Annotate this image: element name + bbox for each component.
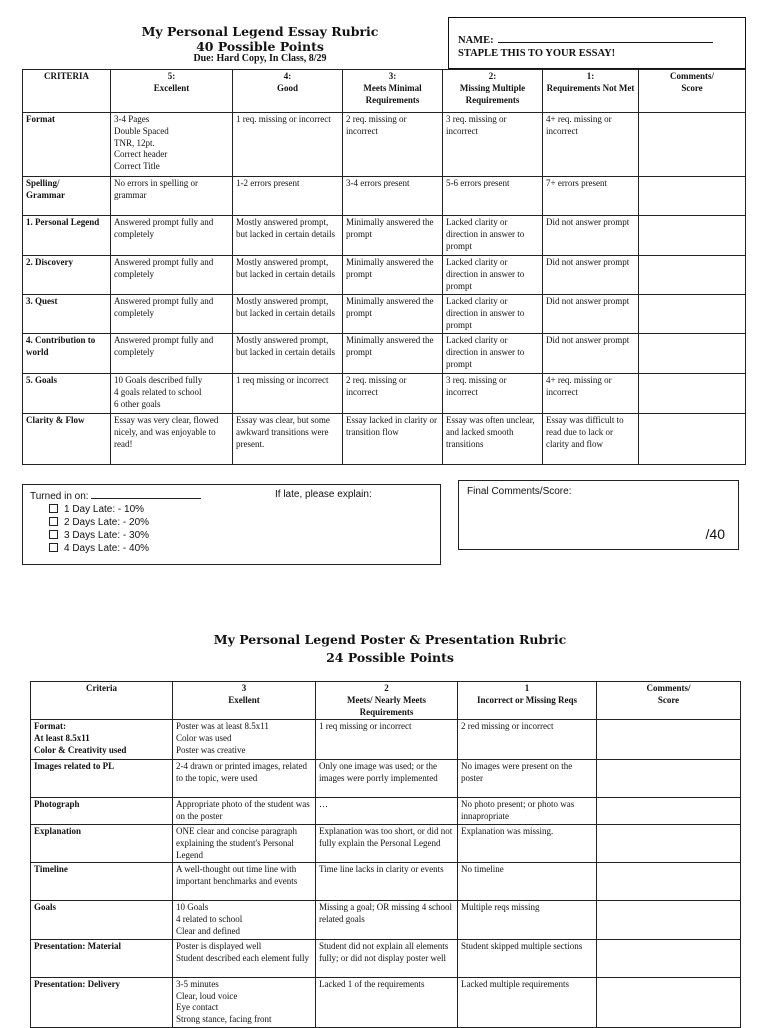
table-row (23, 414, 746, 465)
table-row (31, 720, 741, 760)
table-row (31, 824, 741, 862)
rubric-cell: Explanation was too short, or did not fully explain the Personal Legend (316, 824, 458, 862)
staple-notice: STAPLE THIS TO YOUR ESSAY! (458, 48, 616, 59)
checkbox-icon[interactable] (49, 517, 58, 526)
late-options (49, 503, 149, 555)
header-2-missing-multiple: 2: Missing Multiple Requirements (443, 70, 543, 113)
criteria-cell: 3. Quest (23, 295, 111, 334)
score-cell[interactable] (639, 256, 746, 295)
name-label: NAME: (458, 35, 494, 46)
score-cell[interactable] (597, 720, 741, 760)
rubric-cell: 2-4 drawn or printed images, related to the topic, were used (173, 760, 316, 798)
criteria-cell: 1. Personal Legend (23, 216, 111, 256)
late-option-label: 1 Day Late: - 10% (64, 504, 145, 515)
rubric-cell: A well-thought out time line with important benchmarks and events (173, 863, 316, 901)
poster-rubric-subtitle: 24 Possible Points (326, 650, 454, 665)
header-2-meets: 2 Meets/ Nearly Meets Requirements (316, 682, 458, 720)
criteria-cell: Presentation: Material (31, 939, 173, 977)
table-row (23, 374, 746, 414)
table-row (23, 216, 746, 256)
rubric-cell: Essay was clear, but some awkward transitions were present. (233, 414, 343, 465)
header-1-incorrect: 1 Incorrect or Missing Reqs (458, 682, 597, 720)
table-row (23, 256, 746, 295)
criteria-cell: Photograph (31, 798, 173, 825)
rubric-cell: 5-6 errors present (443, 177, 543, 216)
rubric-cell: Student skipped multiple sections (458, 939, 597, 977)
rubric-cell: 1-2 errors present (233, 177, 343, 216)
header-1-not-met: 1: Requirements Not Met (543, 70, 639, 113)
late-option-label: 3 Days Late: - 30% (64, 530, 150, 541)
late-option[interactable] (49, 516, 149, 529)
score-cell[interactable] (639, 334, 746, 374)
rubric-cell: Did not answer prompt (543, 256, 639, 295)
table-row (23, 295, 746, 334)
rubric-cell: Essay was very clear, flowed nicely, and was enjoyable to read! (111, 414, 233, 465)
rubric-cell: Answered prompt fully and completely (111, 295, 233, 334)
rubric-cell: Lacked clarity or direction in answer to prompt (443, 334, 543, 374)
rubric-cell: 3 req. missing or incorrect (443, 374, 543, 414)
rubric-cell: Mostly answered prompt, but lacked in certain details (233, 334, 343, 374)
rubric-cell: 10 Goals described fully 4 goals related to school 6 other goals (111, 374, 233, 414)
rubric-cell: … (316, 798, 458, 825)
score-cell[interactable] (597, 901, 741, 939)
table-row (31, 939, 741, 977)
rubric-cell: Poster was at least 8.5x11 Color was used Poster was creative (173, 720, 316, 760)
essay-due-date: Due: Hard Copy, In Class, 8/29 (193, 53, 327, 64)
rubric-cell: 3-4 Pages Double Spaced TNR, 12pt. Correct header Correct Title (111, 113, 233, 177)
score-cell[interactable] (639, 177, 746, 216)
rubric-cell: Lacked clarity or direction in answer to prompt (443, 256, 543, 295)
criteria-cell: Spelling/ Grammar (23, 177, 111, 216)
final-comments-label: Final Comments/Score: (467, 486, 572, 497)
score-cell[interactable] (597, 977, 741, 1027)
late-option-label: 4 Days Late: - 40% (64, 543, 150, 554)
rubric-cell: Essay lacked in clarity or transition flow (343, 414, 443, 465)
rubric-cell: 4+ req. missing or incorrect (543, 374, 639, 414)
header-4-good: 4: Good (233, 70, 343, 113)
header-5-excellent: 5: Excellent (111, 70, 233, 113)
poster-rubric-table (30, 681, 741, 1028)
essay-header-row (23, 70, 746, 113)
table-row (31, 977, 741, 1027)
turned-in-line[interactable] (91, 489, 201, 499)
rubric-cell: Mostly answered prompt, but lacked in certain details (233, 256, 343, 295)
table-row (23, 113, 746, 177)
rubric-cell: Answered prompt fully and completely (111, 334, 233, 374)
rubric-cell: Student did not explain all elements fully; or did not display poster well (316, 939, 458, 977)
rubric-cell: Explanation was missing. (458, 824, 597, 862)
turned-in-field (30, 489, 201, 502)
rubric-cell: ONE clear and concise paragraph explaining the student's Personal Legend (173, 824, 316, 862)
rubric-cell: Mostly answered prompt, but lacked in certain details (233, 295, 343, 334)
rubric-cell: Appropriate photo of the student was on the poster (173, 798, 316, 825)
rubric-cell: Essay was difficult to read due to lack or clarity and flow (543, 414, 639, 465)
header-3-minimal: 3: Meets Minimal Requirements (343, 70, 443, 113)
table-row (23, 177, 746, 216)
rubric-cell: Time line lacks in clarity or events (316, 863, 458, 901)
table-row (31, 798, 741, 825)
rubric-cell: 1 req. missing or incorrect (233, 113, 343, 177)
rubric-cell: 3 req. missing or incorrect (443, 113, 543, 177)
header-criteria: CRITERIA (23, 70, 111, 113)
score-cell[interactable] (639, 295, 746, 334)
rubric-cell: No images were present on the poster (458, 760, 597, 798)
rubric-cell: Minimally answered the prompt (343, 256, 443, 295)
rubric-cell: 3-4 errors present (343, 177, 443, 216)
score-cell[interactable] (639, 216, 746, 256)
essay-rubric-subtitle: 40 Possible Points (196, 39, 324, 54)
checkbox-icon[interactable] (49, 504, 58, 513)
rubric-cell: 1 req missing or incorrect (233, 374, 343, 414)
score-cell[interactable] (597, 863, 741, 901)
late-option[interactable] (49, 529, 149, 542)
late-explain-label: If late, please explain: (275, 489, 372, 500)
criteria-cell: Clarity & Flow (23, 414, 111, 465)
header-3-excellent: 3 Exellent (173, 682, 316, 720)
name-line[interactable] (498, 33, 713, 43)
name-box (448, 17, 746, 69)
rubric-cell: 4+ req. missing or incorrect (543, 113, 639, 177)
rubric-cell: No errors in spelling or grammar (111, 177, 233, 216)
criteria-cell: Format (23, 113, 111, 177)
rubric-cell: Lacked clarity or direction in answer to prompt (443, 216, 543, 256)
turned-in-label: Turned in on: (30, 491, 89, 502)
header-comments-score: Comments/ Score (639, 70, 746, 113)
rubric-cell: Only one image was used; or the images were porrly implemented (316, 760, 458, 798)
rubric-cell: Poster is displayed well Student described each element fully (173, 939, 316, 977)
essay-rubric-table (22, 69, 746, 465)
essay-rubric-title: My Personal Legend Essay Rubric (141, 24, 379, 39)
rubric-cell: No timeline (458, 863, 597, 901)
final-score-total: /40 (705, 526, 725, 542)
score-cell[interactable] (639, 414, 746, 465)
criteria-cell: Format: At least 8.5x11 Color & Creativity used (31, 720, 173, 760)
rubric-cell: Answered prompt fully and completely (111, 216, 233, 256)
header-criteria: Criteria (31, 682, 173, 720)
score-cell[interactable] (597, 939, 741, 977)
score-cell[interactable] (597, 824, 741, 862)
score-cell[interactable] (597, 798, 741, 825)
score-cell[interactable] (639, 374, 746, 414)
criteria-cell: Images related to PL (31, 760, 173, 798)
criteria-cell: Timeline (31, 863, 173, 901)
late-option[interactable] (49, 503, 149, 516)
table-row (31, 901, 741, 939)
rubric-cell: 7+ errors present (543, 177, 639, 216)
header-comments-score: Comments/ Score (597, 682, 741, 720)
late-option-label: 2 Days Late: - 20% (64, 517, 150, 528)
criteria-cell: Goals (31, 901, 173, 939)
turned-in-box (22, 484, 441, 565)
poster-header-row (31, 682, 741, 720)
rubric-cell: Did not answer prompt (543, 334, 639, 374)
rubric-cell: Mostly answered prompt, but lacked in certain details (233, 216, 343, 256)
poster-rubric-title: My Personal Legend Poster & Presentation Rubric (213, 632, 567, 647)
checkbox-icon[interactable] (49, 543, 58, 552)
rubric-cell: Lacked clarity or direction in answer to prompt (443, 295, 543, 334)
table-row (31, 863, 741, 901)
rubric-cell: 10 Goals 4 related to school Clear and defined (173, 901, 316, 939)
late-option[interactable] (49, 542, 149, 555)
criteria-cell: 2. Discovery (23, 256, 111, 295)
rubric-cell: 2 req. missing or incorrect (343, 113, 443, 177)
table-row (23, 334, 746, 374)
rubric-cell: Lacked multiple requirements (458, 977, 597, 1027)
table-row (31, 760, 741, 798)
score-cell[interactable] (639, 113, 746, 177)
rubric-cell: Missing a goal; OR missing 4 school related goals (316, 901, 458, 939)
rubric-cell: Multiple reqs missing (458, 901, 597, 939)
rubric-cell: 2 req. missing or incorrect (343, 374, 443, 414)
criteria-cell: Presentation: Delivery (31, 977, 173, 1027)
rubric-cell: Lacked 1 of the requirements (316, 977, 458, 1027)
criteria-cell: 5. Goals (23, 374, 111, 414)
rubric-cell: Minimally answered the prompt (343, 216, 443, 256)
rubric-cell: Essay was often unclear, and lacked smooth transitions (443, 414, 543, 465)
rubric-cell: 3-5 minutes Clear, loud voice Eye contact Strong stance, facing front (173, 977, 316, 1027)
criteria-cell: 4. Contribution to world (23, 334, 111, 374)
rubric-cell: Did not answer prompt (543, 216, 639, 256)
rubric-cell: 2 red missing or incorrect (458, 720, 597, 760)
rubric-cell: No photo present; or photo was innapropriate (458, 798, 597, 825)
rubric-cell: Did not answer prompt (543, 295, 639, 334)
final-score-box[interactable] (458, 480, 739, 550)
rubric-cell: Answered prompt fully and completely (111, 256, 233, 295)
rubric-cell: Minimally answered the prompt (343, 334, 443, 374)
criteria-cell: Explanation (31, 824, 173, 862)
rubric-cell: 1 req missing or incorrect (316, 720, 458, 760)
score-cell[interactable] (597, 760, 741, 798)
checkbox-icon[interactable] (49, 530, 58, 539)
rubric-cell: Minimally answered the prompt (343, 295, 443, 334)
